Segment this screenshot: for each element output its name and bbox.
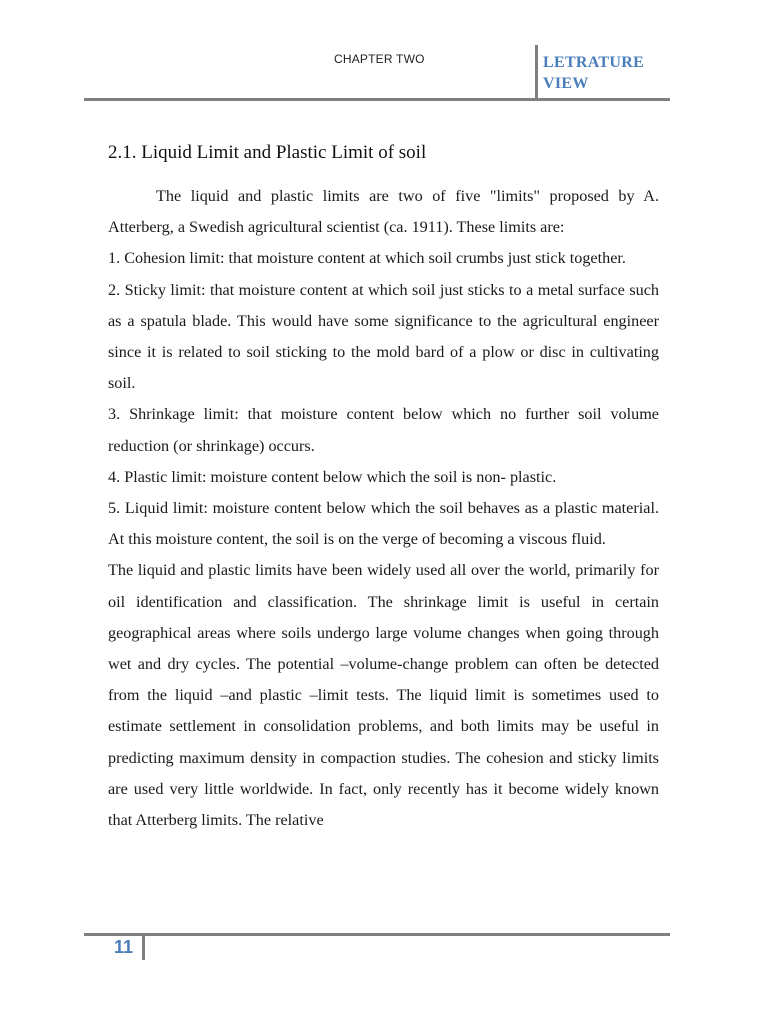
intro-paragraph: The liquid and plastic limits are two of five "limits" proposed by A. Atterberg, a Swedish agricultural scientist (ca. 1911). These limits are: bbox=[108, 187, 659, 237]
discussion-paragraph: The liquid and plastic limits have been widely used all over the world, primarily for oil identification and classification. The shrinkage limit is useful in certain geographical areas where soils undergo large volume changes when going through wet and dry cycles. The potential –volume-change problem can often be detected from the liquid –and plastic –limit tests. The liquid limit is sometimes used to estimate settlement in consolidation problems, and both limits may be useful in predicting maximum density in compaction studies. The cohesion and sticky limits are used very little worldwide. In fact, only recently has it become widely known that Atterberg limits. The relative bbox=[108, 561, 659, 830]
shrinkage-limit-item: 3. Shrinkage limit: that moisture content below which no further soil volume reduction (or shrinkage) occurs. bbox=[108, 405, 659, 455]
liquid-limit-item: 5. Liquid limit: moisture content below which the soil behaves as a plastic material. At this moisture content, the soil is on the verge of becoming a viscous fluid. bbox=[108, 499, 659, 549]
body-text bbox=[108, 181, 659, 836]
plastic-limit-item: 4. Plastic limit: moisture content below which the soil is non- plastic. bbox=[108, 467, 557, 486]
header-rule bbox=[84, 98, 670, 101]
header-title: LETRATURE VIEW bbox=[543, 54, 645, 92]
sticky-limit-item: 2. Sticky limit: that moisture content at which soil just sticks to a metal surface such as a spatula blade. This would have some significance to the agricultural engineer since it is related to soil sticking to the mold bard of a plow or disc in cultivating soil. bbox=[108, 280, 659, 393]
footer-divider bbox=[142, 936, 145, 960]
chapter-label: CHAPTER TWO bbox=[334, 52, 425, 66]
cohesion-limit-item: 1. Cohesion limit: that moisture content at which soil crumbs just stick together. bbox=[108, 249, 626, 268]
section-heading: 2.1. Liquid Limit and Plastic Limit of soil bbox=[108, 142, 427, 163]
footer-rule bbox=[84, 933, 670, 936]
page-number: 11 bbox=[114, 937, 134, 957]
header-divider bbox=[535, 45, 538, 100]
